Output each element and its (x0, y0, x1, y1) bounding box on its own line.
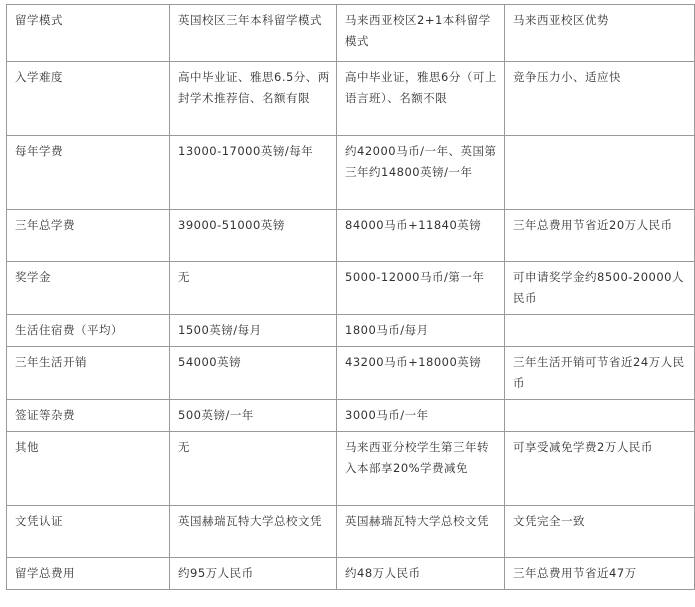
row-label: 三年总学费 (7, 210, 170, 262)
table-cell: 英国赫瑞瓦特大学总校文凭 (337, 506, 505, 558)
table-cell: 可申请奖学金约8500-20000人民币 (505, 262, 695, 315)
row-label: 签证等杂费 (7, 400, 170, 432)
header-row (7, 5, 695, 62)
table-row (7, 347, 695, 400)
row-label: 三年生活开销 (7, 347, 170, 400)
header-cell-malaysia-advantage: 马来西亚校区优势 (505, 5, 695, 62)
table-row (7, 506, 695, 558)
table-row (7, 432, 695, 506)
table-cell: 84000马币+11840英镑 (337, 210, 505, 262)
table-row (7, 400, 695, 432)
table-row (7, 210, 695, 262)
row-label: 留学总费用 (7, 558, 170, 590)
table-cell: 1800马币/每月 (337, 315, 505, 347)
table-row (7, 315, 695, 347)
table-cell: 文凭完全一致 (505, 506, 695, 558)
study-mode-comparison-table (6, 4, 695, 590)
table-cell: 无 (170, 262, 337, 315)
row-label: 每年学费 (7, 136, 170, 210)
row-label: 入学难度 (7, 62, 170, 136)
table-cell: 竞争压力小、适应快 (505, 62, 695, 136)
row-label: 其他 (7, 432, 170, 506)
table-cell: 13000-17000英镑/每年 (170, 136, 337, 210)
table-cell: 马来西亚分校学生第三年转入本部享20%学费减免 (337, 432, 505, 506)
table-cell (505, 400, 695, 432)
comparison-table-wrapper (6, 4, 695, 590)
row-label: 生活住宿费（平均） (7, 315, 170, 347)
table-cell: 可享受减免学费2万人民币 (505, 432, 695, 506)
header-cell-uk-campus: 英国校区三年本科留学模式 (170, 5, 337, 62)
table-cell: 三年总费用节省近47万 (505, 558, 695, 590)
table-row (7, 62, 695, 136)
table-cell: 54000英镑 (170, 347, 337, 400)
table-row (7, 136, 695, 210)
table-cell: 43200马币+18000英镑 (337, 347, 505, 400)
table-cell: 英国赫瑞瓦特大学总校文凭 (170, 506, 337, 558)
table-cell: 三年总费用节省近20万人民币 (505, 210, 695, 262)
table-cell: 39000-51000英镑 (170, 210, 337, 262)
table-cell (505, 136, 695, 210)
table-cell: 约48万人民币 (337, 558, 505, 590)
table-cell: 500英镑/一年 (170, 400, 337, 432)
table-cell: 1500英镑/每月 (170, 315, 337, 347)
row-label: 奖学金 (7, 262, 170, 315)
table-cell: 约42000马币/一年、英国第三年约14800英镑/一年 (337, 136, 505, 210)
table-cell: 3000马币/一年 (337, 400, 505, 432)
table-cell: 无 (170, 432, 337, 506)
row-label: 文凭认证 (7, 506, 170, 558)
table-cell: 高中毕业证，雅思6分（可上语言班）、名额不限 (337, 62, 505, 136)
table-cell: 高中毕业证、雅思6.5分、两封学术推荐信、名额有限 (170, 62, 337, 136)
table-cell: 约95万人民币 (170, 558, 337, 590)
table-cell (505, 315, 695, 347)
table-cell: 三年生活开销可节省近24万人民币 (505, 347, 695, 400)
table-cell: 5000-12000马币/第一年 (337, 262, 505, 315)
table-row (7, 558, 695, 590)
header-cell-mode: 留学模式 (7, 5, 170, 62)
table-row (7, 262, 695, 315)
header-cell-malaysia-campus: 马来西亚校区2+1本科留学模式 (337, 5, 505, 62)
